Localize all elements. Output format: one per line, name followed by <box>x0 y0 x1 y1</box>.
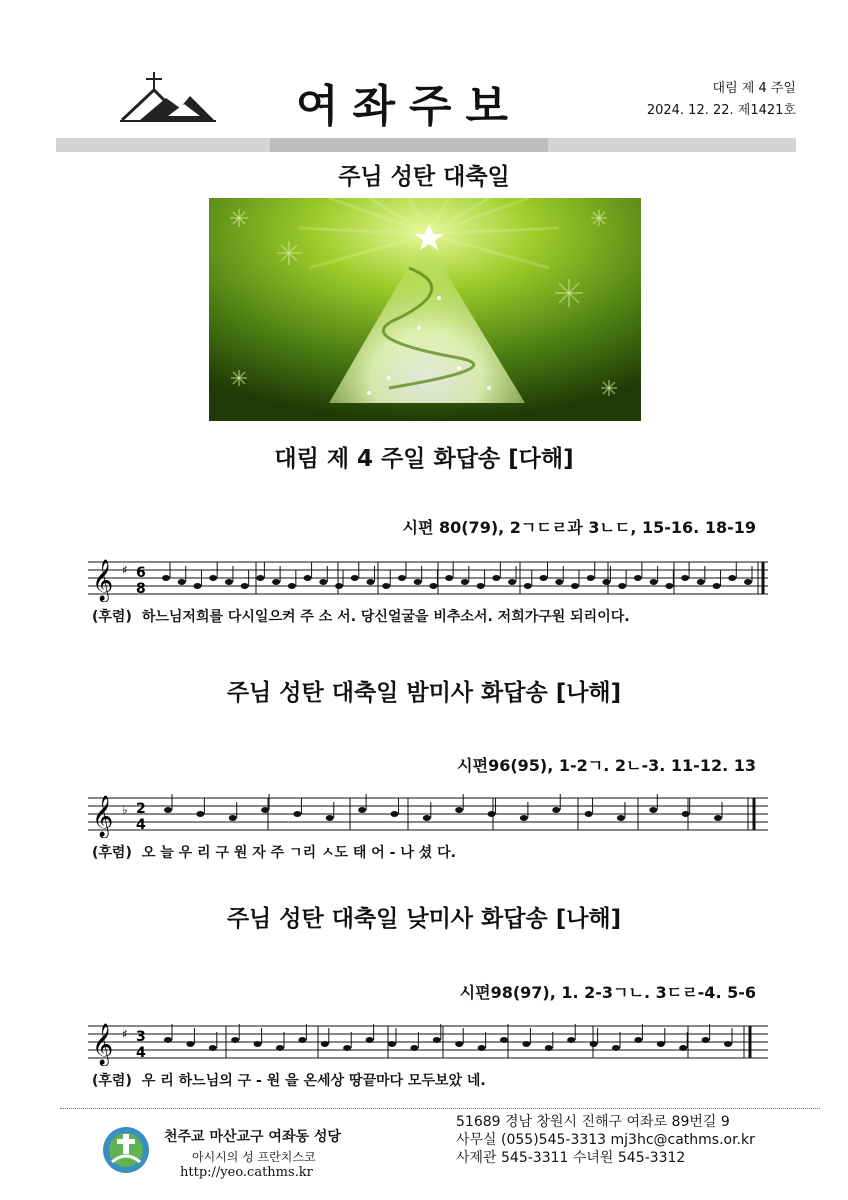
svg-text:6: 6 <box>136 565 146 581</box>
note-head <box>272 579 280 585</box>
note-head <box>326 815 334 821</box>
note-head <box>178 579 186 585</box>
note-head <box>567 1037 575 1043</box>
note-head <box>388 1041 396 1047</box>
psalm-title-2: 주님 성탄 대축일 밤미사 화답송 [나해] <box>226 680 622 706</box>
note-head <box>256 575 264 581</box>
note-head <box>164 807 172 813</box>
refrain-label-3: (후렴) <box>92 1073 132 1089</box>
rectory-contact: 사제관 545-3311 수녀원 545-3312 <box>456 1150 686 1166</box>
issue-date-number: 2024. 12. 22. 제1421호 <box>646 103 796 118</box>
svg-text:4: 4 <box>136 1045 146 1061</box>
note-head <box>231 1037 239 1043</box>
note-head <box>423 815 431 821</box>
note-head <box>500 1037 508 1043</box>
lyrics-text-2: 오 늘 우 리 구 원 자 주 ㄱ리 ㅅ도 태 어 - 나 셨 다. <box>141 845 457 861</box>
note-head <box>455 1041 463 1047</box>
note-head <box>390 811 398 817</box>
note-head <box>681 575 689 581</box>
note-head <box>508 579 516 585</box>
svg-text:♯: ♯ <box>122 1027 128 1041</box>
svg-text:2: 2 <box>136 801 146 817</box>
note-head <box>728 575 736 581</box>
note-head <box>522 1041 530 1047</box>
note-head <box>319 579 327 585</box>
note-head <box>555 579 563 585</box>
note-head <box>545 1045 553 1051</box>
svg-text:𝄞: 𝄞 <box>92 1024 114 1065</box>
note-head <box>288 583 296 589</box>
lyrics-text-1: 하느님저희를 다시일으켜 주 소 서. 당신얼굴을 비추소서. 저희가구원 되리이다. <box>141 609 630 625</box>
psalm-title-3: 주님 성탄 대축일 낮미사 화답송 [나해] <box>226 906 622 932</box>
note-head <box>634 1037 642 1043</box>
svg-text:♯: ♯ <box>122 563 128 577</box>
parish-info <box>160 1126 341 1180</box>
header-bar-right <box>548 138 796 152</box>
note-head <box>366 579 374 585</box>
note-head <box>665 583 673 589</box>
note-head <box>478 1045 486 1051</box>
psalm-title-1: 대림 제 4 주일 화답송 [다해] <box>274 446 574 472</box>
note-head <box>321 1041 329 1047</box>
lyrics-text-3: 우 리 하느님의 구 - 원 을 온세상 땅끝마다 모두보았 네. <box>141 1073 486 1089</box>
office-contact: 사무실 (055)545-3313 mj3hc@cathms.or.kr <box>456 1132 755 1148</box>
note-head <box>382 583 390 589</box>
note-head <box>196 811 204 817</box>
note-head <box>186 1041 194 1047</box>
note-head <box>492 575 500 581</box>
note-head <box>697 579 705 585</box>
music-staff-1 <box>88 552 768 602</box>
note-head <box>293 811 301 817</box>
note-head <box>209 575 217 581</box>
lyrics-3 <box>92 1070 486 1090</box>
parish-patron: 아시시의 성 프란치스코 <box>192 1150 316 1164</box>
note-head <box>477 583 485 589</box>
note-head <box>724 1041 732 1047</box>
psalm-reference-3: 시편98(97), 1. 2-3ㄱㄴ. 3ㄷㄹ-4. 5-6 <box>459 983 756 1002</box>
note-head <box>650 579 658 585</box>
note-head <box>193 583 201 589</box>
note-head <box>254 1041 262 1047</box>
note-head <box>429 583 437 589</box>
header-bar-middle <box>270 138 548 152</box>
church-logo <box>118 68 218 126</box>
note-head <box>587 575 595 581</box>
refrain-label-2: (후렴) <box>92 845 132 861</box>
parish-url-link[interactable]: http://yeo.cathms.kr <box>180 1165 313 1180</box>
note-head <box>590 1041 598 1047</box>
note-head <box>225 579 233 585</box>
note-head <box>298 1037 306 1043</box>
note-head <box>571 583 579 589</box>
header-bar-left <box>56 138 270 152</box>
lyrics-1 <box>92 606 630 626</box>
parish-address: 51689 경남 창원시 진해구 여좌로 89번길 9 <box>456 1114 730 1130</box>
note-head <box>714 815 722 821</box>
note-head <box>649 807 657 813</box>
psalm-reference-1: 시편 80(79), 2ㄱㄷㄹ과 3ㄴㄷ, 15-16. 18-19 <box>402 518 756 537</box>
note-head <box>276 1045 284 1051</box>
note-head <box>713 583 721 589</box>
note-head <box>164 1037 172 1043</box>
note-head <box>461 579 469 585</box>
note-head <box>657 1041 665 1047</box>
note-head <box>702 1037 710 1043</box>
note-head <box>343 1045 351 1051</box>
note-head <box>585 811 593 817</box>
note-head <box>552 807 560 813</box>
svg-text:8: 8 <box>136 581 146 597</box>
note-head <box>366 1037 374 1043</box>
note-head <box>617 815 625 821</box>
note-head <box>433 1037 441 1043</box>
note-head <box>209 1045 217 1051</box>
note-head <box>540 575 548 581</box>
music-staff-3 <box>88 1016 768 1066</box>
newsletter-title: 여좌주보 <box>296 81 523 132</box>
note-head <box>410 1045 418 1051</box>
svg-text:3: 3 <box>136 1029 146 1045</box>
liturgical-week: 대림 제 4 주일 <box>712 81 796 96</box>
note-head <box>241 583 249 589</box>
svg-text:♭: ♭ <box>122 803 128 817</box>
note-head <box>445 575 453 581</box>
svg-text:𝄞: 𝄞 <box>92 796 114 837</box>
note-head <box>602 579 610 585</box>
lyrics-2 <box>92 842 456 862</box>
note-head <box>744 579 752 585</box>
note-head <box>304 575 312 581</box>
note-head <box>162 575 170 581</box>
note-head <box>634 575 642 581</box>
note-head <box>455 807 463 813</box>
parish-logo-icon <box>102 1126 150 1174</box>
note-head <box>414 579 422 585</box>
note-head <box>351 575 359 581</box>
contact-info <box>456 1113 755 1167</box>
footer-divider <box>60 1108 820 1109</box>
psalm-reference-2: 시편96(95), 1-2ㄱ. 2ㄴ-3. 11-12. 13 <box>457 756 756 775</box>
note-head <box>679 1045 687 1051</box>
note-head <box>520 815 528 821</box>
music-staff-2 <box>88 788 768 838</box>
note-head <box>488 811 496 817</box>
issue-info <box>647 78 796 122</box>
note-head <box>612 1045 620 1051</box>
svg-text:𝄞: 𝄞 <box>92 560 114 601</box>
note-head <box>229 815 237 821</box>
note-head <box>524 583 532 589</box>
christmas-tree-image <box>209 198 641 421</box>
note-head <box>398 575 406 581</box>
parish-name: 천주교 마산교구 여좌동 성당 <box>164 1129 341 1145</box>
note-head <box>335 583 343 589</box>
refrain-label-1: (후렴) <box>92 609 132 625</box>
note-head <box>618 583 626 589</box>
feast-title: 주님 성탄 대축일 <box>338 164 510 190</box>
svg-text:4: 4 <box>136 817 146 833</box>
note-head <box>358 807 366 813</box>
